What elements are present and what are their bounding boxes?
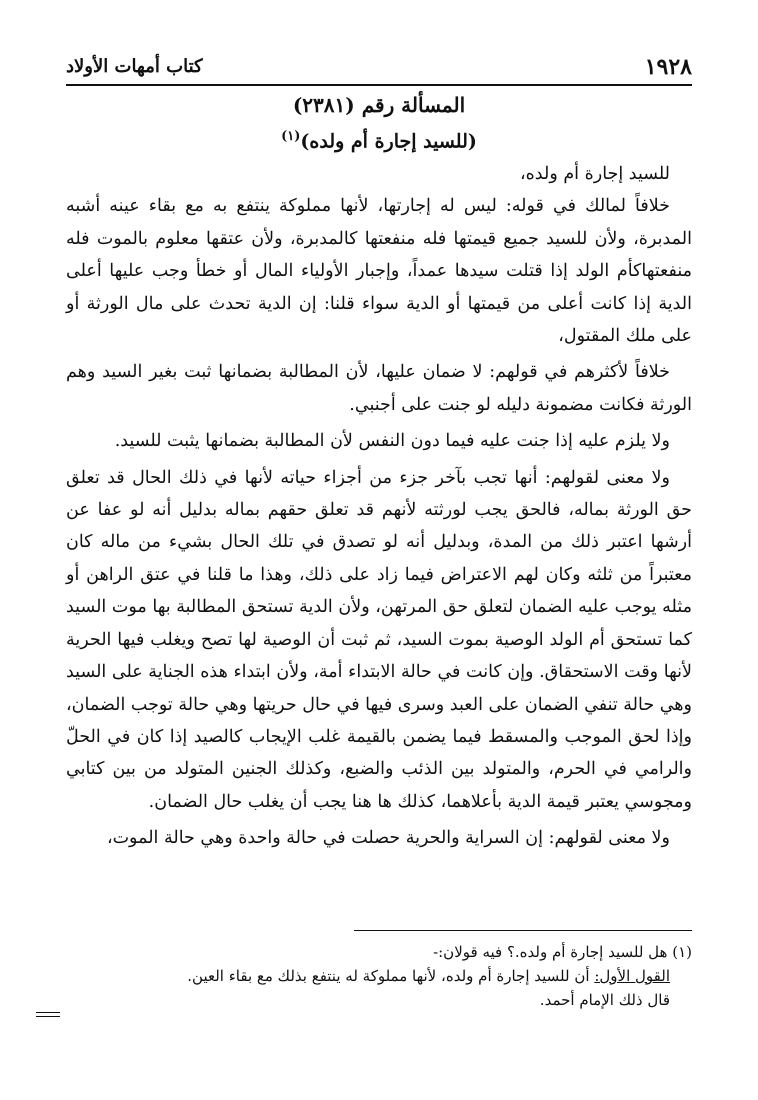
page-number: ١٩٢٨ [644, 54, 692, 80]
footnote-line: (١) هل للسيد إجارة أم ولده.؟ فيه قولان:- [433, 943, 692, 961]
issue-subtitle-text: (للسيد إجارة أم ولده) [300, 130, 477, 153]
paragraph: خلافاً لأكثرهم في قولهم: لا ضمان عليها، لأن المطالبة بضمانها ثبت بغير السيد وهم الورثة فكانت مضمونة دليله لو جنت على أجنبي. [66, 362, 692, 415]
footnote-line [66, 964, 692, 988]
issue-subtitle [66, 122, 692, 156]
paragraph: للسيد إجارة أم ولده، [519, 164, 670, 184]
page-header [66, 50, 692, 86]
issue-title: المسألة رقم (٢٣٨١) [292, 93, 466, 117]
paragraph: خلافاً لمالك في قوله: ليس له إجارتها، لأنها مملوكة ينتفع به مع بقاء عينه أشبه المدبرة، ولأن للسيد جميع قيمتها فله منفعتها كالمدبرة، ولأن عتقها معلوم بالموت فله منفعتهاكأم الولد إذا قتلت سيدها عمداً، وإجبار الأولياء المال أو خطأ وجب عليها أعلى الدية إذا كانت أعلى من قيمتها أو الدية سواء قلنا: إن الدية تحدث على مال الورثة أو على ملك المقتول، [66, 196, 692, 347]
running-title: كتاب أمهات الأولاد [66, 56, 203, 77]
footnote-text: أن للسيد إجارة أم ولده، لأنها مملوكة له ينتفع بذلك مع بقاء العين. [187, 967, 590, 985]
margin-mark [36, 1012, 60, 1013]
paragraph: ولا معنى لقولهم: إن السراية والحرية حصلت في حالة واحدة وهي حالة الموت، [106, 828, 670, 849]
main-text [66, 158, 692, 855]
footnote-separator [354, 930, 692, 931]
footnote-line: قال ذلك الإمام أحمد. [539, 991, 670, 1009]
paragraph: ولا يلزم عليه إذا جنت عليه فيما دون النفس لأن المطالبة بضمانها يثبت للسيد. [114, 431, 670, 452]
paragraph: ولا معنى لقولهم: أنها تجب بآخر جزء من أجزاء حياته لأنها في ذلك الحال قد تعلق حق الورثة بماله، فالحق يجب لورثته لأنهم قد تعلق حقهم بماله بدليل أنه لو عفا عن أرشها اعتبر ذلك من المدة، وبدليل أنه لو تصدق في تلك الحال بشيء من ماله كان معتبراً من ثلثه وكان لهم الاعتراض فيما زاد على ذلك، وهذا ما قلنا في عتق الراهن أو مثله يوجب عليه الضمان لتعلق حق المرتهن، ولأن الدية تستحق المطالبة بها موت السيد كما تستحق أم الولد الوصية بموت السيد، ثم ثبت أن الوصية لها تصح ويغلب فيها الحرية لأنها وقت الاستحقاق. وإن كانت في حالة الابتداء أمة، ولأن ابتداء هذه الجناية على السيد وهي حالة تنفي الضمان على العبد وسرى فيها في حال حريتها وهي حالة توجب الضمان، وإذا لحق الموجب والمسقط فيما يضمن بالقيمة غلب الإيجاب كالصيد إذا كان في الحلّ والرامي في الحرم، والمتولد بين الذئب والضبع، وكذلك الجنين المتولد من بين كتابي ومجوسي يعتبر قيمة الدية بأعلاهما، كذلك ها هنا يجب أن يغلب حال الضمان. [66, 467, 692, 812]
footnote-label: القول الأول: [594, 967, 670, 985]
footnotes [66, 940, 692, 1012]
footnote-reference: (١) [281, 129, 301, 144]
